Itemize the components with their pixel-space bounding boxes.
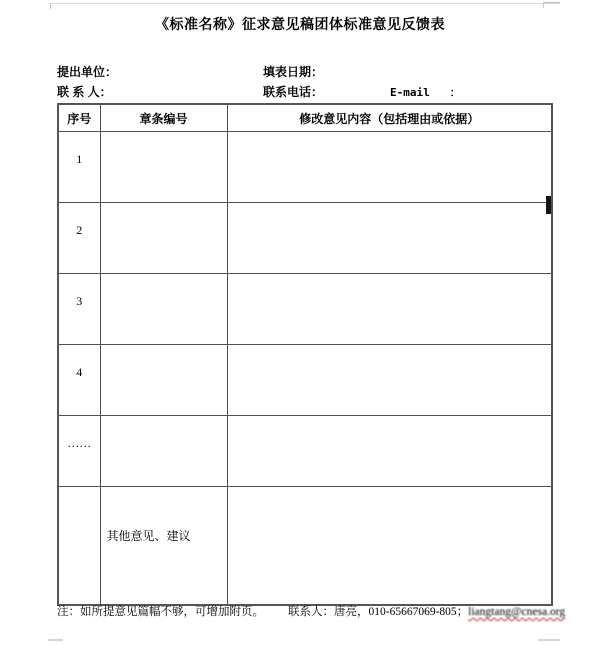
content-input-cell[interactable] [227,274,552,345]
row-number-cell [58,487,100,606]
column-header-content: 修改意见内容（包括理由或依据） [227,104,552,132]
table-row-2 [58,203,552,274]
content-input-cell[interactable] [227,203,552,274]
table-edge-artifact-mark [546,196,551,214]
row-number-cell [58,416,100,487]
row-number: 1 [76,151,83,166]
column-header-clause: 章条编号 [100,104,227,132]
clause-input-cell[interactable] [100,274,227,345]
table-row-ellipsis [58,416,552,487]
contact-person-label: 联 系 人： [57,85,112,99]
table-row-3 [58,274,552,345]
table-row-1 [58,132,552,203]
table-row-4 [58,345,552,416]
table-header-row [58,104,552,132]
email-label: E-mail ： [390,86,461,99]
clause-input-cell[interactable] [100,132,227,203]
text-boundary-tick-bottom-left [48,639,63,641]
row-number-cell [58,274,100,345]
other-comments-label-cell [100,487,227,606]
content-input-cell[interactable] [227,487,552,606]
table-row-other-comments [58,487,552,606]
fill-date-label: 填表日期： [263,65,324,79]
other-comments-label: 其他意见、建议 [106,529,191,543]
footer-email: liangtang@cnesa.org [468,606,566,618]
text-boundary-dash-top-right [543,2,560,3]
row-number: 4 [76,364,83,379]
row-number-cell [58,345,100,416]
row-number: 3 [76,293,83,308]
clause-input-cell[interactable] [100,416,227,487]
clause-input-cell[interactable] [100,203,227,274]
row-number: 2 [76,222,83,237]
text-boundary-tick-bottom-right [538,639,560,641]
content-input-cell[interactable] [227,132,552,203]
text-boundary-tick-top-left [50,3,51,9]
content-input-cell[interactable] [227,345,552,416]
column-header-no: 序号 [58,104,100,132]
proposer-unit-label: 提出单位： [57,65,118,79]
footer-contact [288,603,565,619]
footer-contact-text: 联系人：唐亮，010-65667069-805； [288,606,469,618]
feedback-table [57,103,553,606]
row-number: …… [67,435,92,450]
clause-input-cell[interactable] [100,345,227,416]
row-number-cell [58,132,100,203]
content-input-cell[interactable] [227,416,552,487]
row-number-cell [58,203,100,274]
form-title: 《标准名称》征求意见稿团体标准意见反馈表 [155,16,445,32]
contact-phone-label: 联系电话： [263,85,324,99]
footer-note: 注：如所提意见篇幅不够，可增加附页。 [57,606,264,618]
text-boundary-top-line [50,3,560,4]
